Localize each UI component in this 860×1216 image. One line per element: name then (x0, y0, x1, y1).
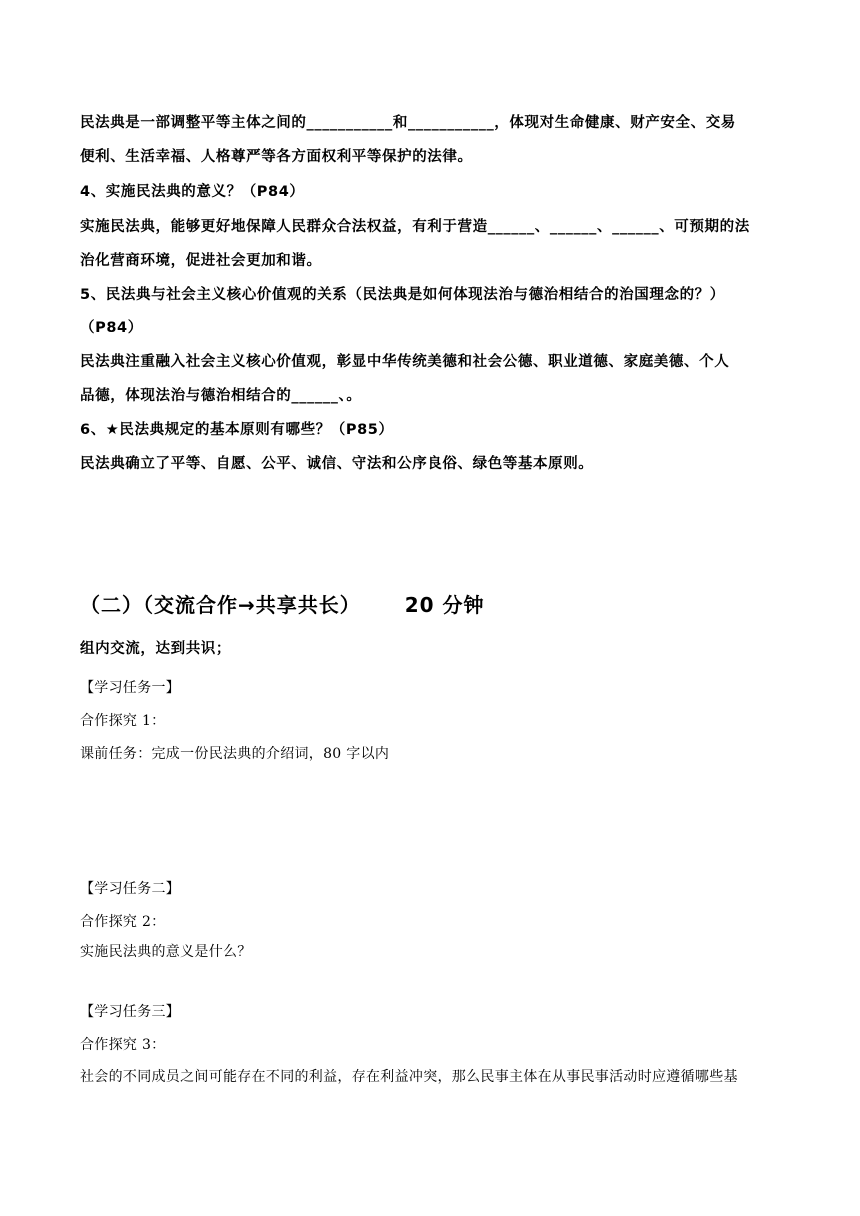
group-instruction: 组内交流，达到共识； (80, 641, 231, 657)
answer-5-line: 品德，体现法治与德治相结合的______、。 (80, 388, 362, 404)
question-5: 5、民法典与社会主义核心价值观的关系（民法典是如何体现法治与德治相结合的治国理念的？） (80, 287, 725, 303)
task-3-text: 社会的不同成员之间可能存在不同的利益，存在利益冲突，那么民事主体在从事民事活动时应遵循哪些基 (80, 1069, 738, 1085)
answer-5-line: 民法典注重融入社会主义核心价值观，彰显中华传统美德和社会公德、职业道德、家庭美德、个人 (80, 354, 730, 370)
answer-4-line: 实施民法典，能够更好地保障人民群众合法权益，有利于营造______、______、______、可预期的法 (80, 219, 750, 235)
question-5-page-ref: （P84） (80, 320, 143, 336)
task-3-explore: 合作探究 3： (80, 1037, 166, 1053)
section-heading (80, 589, 485, 618)
task-2-title: 【学习任务二】 (80, 881, 181, 897)
question-6: 6、★民法典规定的基本原则有哪些？（P85） (80, 422, 394, 438)
answer-6: 民法典确立了平等、自愿、公平、诚信、守法和公序良俗、绿色等基本原则。 (80, 456, 594, 472)
paragraph-line: 便利、生活幸福、人格尊严等各方面权利平等保护的法律。 (80, 149, 473, 165)
task-1-text: 课前任务：完成一份民法典的介绍词，80 字以内 (80, 746, 390, 762)
section-heading-title: （二）（交流合作→共享共长） (80, 593, 361, 617)
section-duration: 20 分钟 (404, 593, 485, 617)
answer-4-line: 治化营商环境，促进社会更加和谐。 (80, 253, 322, 269)
task-2-text: 实施民法典的意义是什么？ (80, 944, 252, 960)
question-4: 4、实施民法典的意义？（P84） (80, 184, 305, 200)
task-3-title: 【学习任务三】 (80, 1004, 181, 1020)
task-2-explore: 合作探究 2： (80, 914, 166, 930)
task-1-explore: 合作探究 1： (80, 713, 166, 729)
paragraph-line: 民法典是一部调整平等主体之间的___________和___________，体现对生命健康、财产安全、交易 (80, 115, 736, 131)
task-1-title: 【学习任务一】 (80, 680, 181, 696)
